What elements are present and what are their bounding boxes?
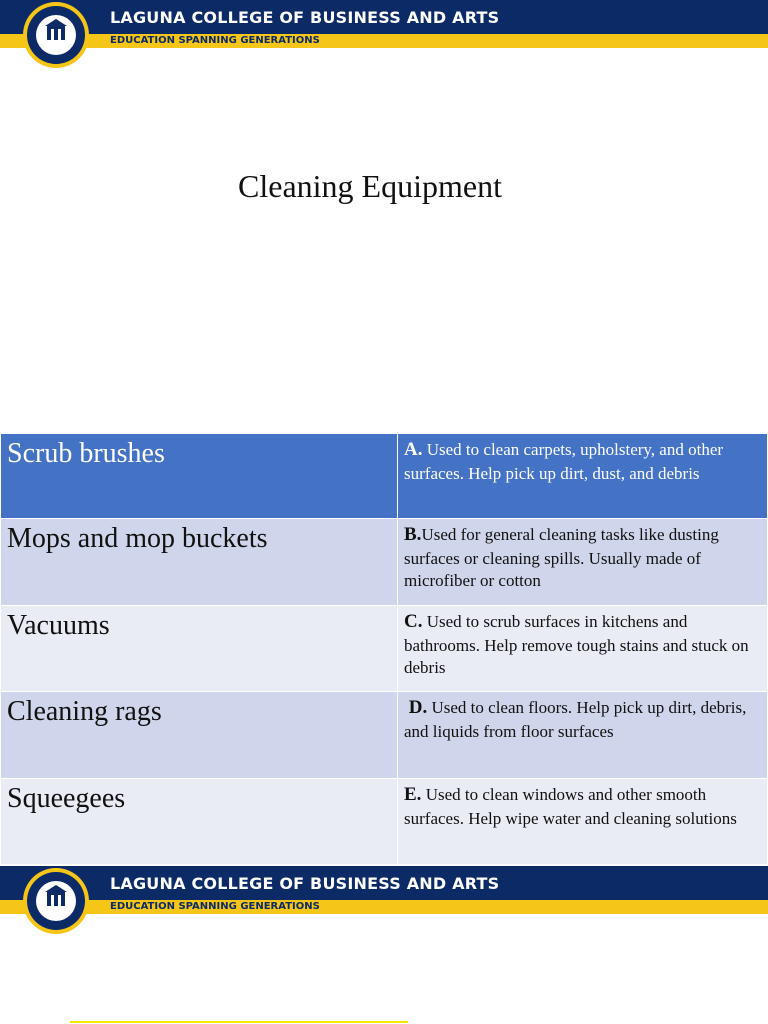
- description-letter: D.: [404, 697, 428, 718]
- college-tagline: EDUCATION SPANNING GENERATIONS: [110, 901, 320, 912]
- college-name: LAGUNA COLLEGE OF BUSINESS AND ARTS: [110, 8, 500, 27]
- table-row: [1, 779, 768, 865]
- description-text: Used for general cleaning tasks like dusting surfaces or cleaning spills. Usually made of microfiber or cotton: [404, 525, 719, 590]
- description-letter: A.: [404, 439, 423, 460]
- description-text: Used to clean floors. Help pick up dirt, debris, and liquids from floor surfaces: [404, 698, 747, 741]
- description-letter: B.: [404, 524, 422, 545]
- equipment-name: Scrub brushes: [1, 434, 398, 519]
- table-row: [1, 692, 768, 779]
- description-text: Used to clean carpets, upholstery, and other surfaces. Help pick up dirt, dust, and debris: [404, 440, 724, 483]
- footer-banner: [0, 866, 768, 936]
- college-tagline: EDUCATION SPANNING GENERATIONS: [110, 35, 320, 46]
- equipment-name: Vacuums: [1, 606, 398, 692]
- description-text: Used to scrub surfaces in kitchens and bathrooms. Help remove tough stains and stuck on debris: [404, 612, 749, 677]
- equipment-description: [398, 434, 768, 519]
- college-seal-icon: [16, 866, 96, 936]
- description-letter: C.: [404, 611, 423, 632]
- table-row: [1, 434, 768, 519]
- equipment-name: Mops and mop buckets: [1, 519, 398, 606]
- equipment-name: Squeegees: [1, 779, 398, 865]
- header-banner: [0, 0, 768, 70]
- equipment-description: [398, 606, 768, 692]
- page-title: Cleaning Equipment: [238, 168, 502, 204]
- equipment-description: [398, 692, 768, 779]
- description-text: Used to clean windows and other smooth surfaces. Help wipe water and cleaning solutions: [404, 785, 737, 828]
- college-name: LAGUNA COLLEGE OF BUSINESS AND ARTS: [110, 874, 500, 893]
- table-row: [1, 606, 768, 692]
- college-seal-icon: [16, 0, 96, 70]
- equipment-description: [398, 519, 768, 606]
- table-row: [1, 519, 768, 606]
- equipment-name: Cleaning rags: [1, 692, 398, 779]
- equipment-description: [398, 779, 768, 865]
- description-letter: E.: [404, 784, 422, 805]
- equipment-table: [0, 433, 768, 865]
- yellow-underline: [70, 1021, 408, 1023]
